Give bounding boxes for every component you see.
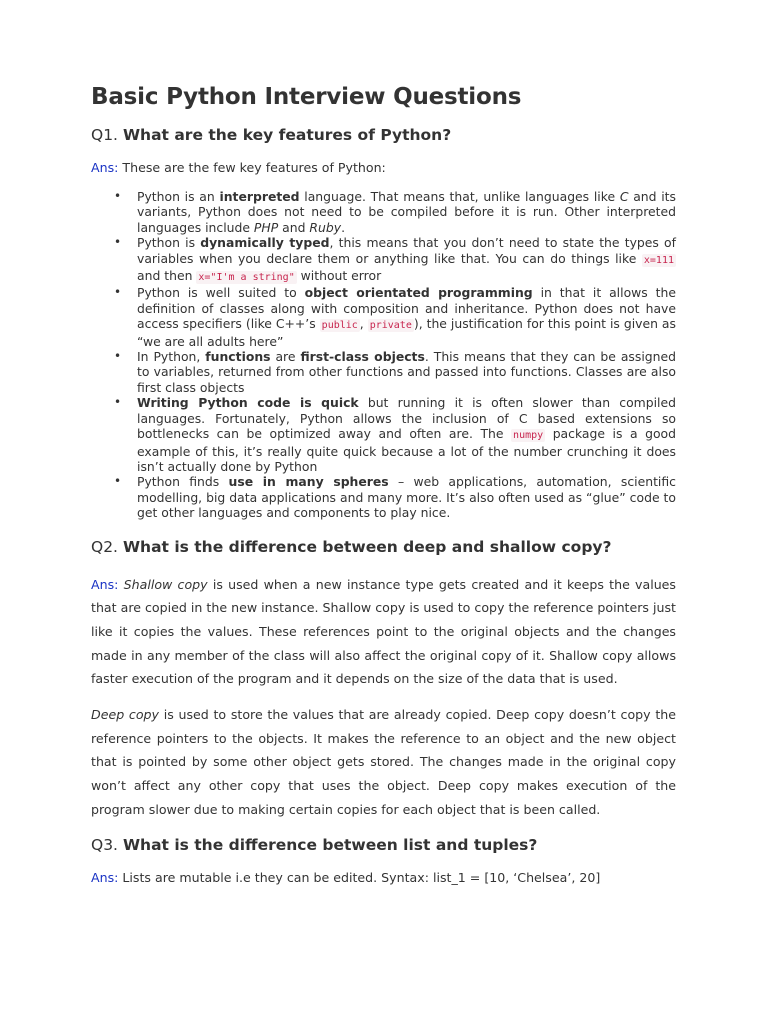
text-run: – web applications, automation, scientific modelling, big data applications and many more. It’s also often used as “glue” code to get other languages and components to play nice. [137,474,676,521]
q2-question: What is the difference between deep and shallow copy? [122,537,612,556]
q3-answer [91,870,676,885]
q3-question: What is the difference between list and tuples? [122,835,538,854]
bold-term: dynamically typed [200,235,330,251]
text-run: and [278,219,310,235]
q1-answer-intro [91,160,676,175]
bold-term: first-class objects [300,349,425,365]
text-run: Python is well suited to [137,285,305,301]
italic-term: C [619,189,629,204]
text-run: but running it is often slower than compiled languages. Fortunately, Python allows the inclusion of C based extensions so bottlenecks can be optimized away and often are. The [137,395,676,442]
text-run: without error [296,268,382,284]
list-item [137,235,676,285]
text-run: Python is an [137,189,220,204]
text-run: are [270,349,301,365]
text-run: ), the justification for this point is given as “we are all adults here” [137,316,676,349]
bold-term: interpreted [219,189,300,204]
q2-heading [91,538,676,556]
q1-ans-label: Ans: [91,160,119,175]
q3-heading [91,836,676,854]
q3-number: Q3. [91,835,118,854]
shallow-copy-text: is used when a new instance type gets created and it keeps the values that are copied in the new instance. Shallow copy is used to copy the reference pointers just like it copies the values. These references point to the original objects and the changes made in any member of the class will also affect the original copy of it. Shallow copy allows faster execution of the program and it depends on the size of the data that is used. [91,576,676,687]
bold-term: functions [205,349,271,365]
shallow-copy-term: Shallow copy [123,576,208,592]
text-run: and then [137,268,197,284]
q1-question: What are the key features of Python? [122,126,452,144]
list-item [137,349,676,395]
text-run: Python is [137,235,201,251]
q2-answer-deep [91,703,676,822]
list-item [137,474,676,520]
text-run: In Python, [137,349,206,365]
inline-code: x="I'm a string" [198,272,295,284]
q2-number: Q2. [91,537,118,556]
q1-feature-list [91,189,676,521]
bold-term: Writing Python code is quick [137,395,359,411]
text-run: language. That means that, unlike languages like [299,189,620,204]
text-run: . This means that they can be assigned to variables, returned from other functions and passed into functions. Classes are also first class objects [137,349,676,395]
q3-ans-label: Ans: [91,869,119,885]
inline-code: public [321,320,358,332]
page-title: Basic Python Interview Questions [91,84,522,110]
text-run: Python finds [137,474,229,490]
text-run: and its variants, Python does not need to be compiled before it is run. Other interpreted languages include [137,189,676,235]
bold-term: use in many spheres [228,474,389,490]
q2-answer-shallow [91,573,676,692]
list-item [137,395,676,474]
q3-answer-text: Lists are mutable i.e they can be edited. Syntax: list_1 = [10, ‘Chelsea’, 20] [118,869,601,885]
italic-term: Ruby [309,219,342,235]
text-run: , [359,316,368,332]
q2-ans-label: Ans: [91,576,119,592]
q1-number: Q1. [91,126,118,144]
list-item [137,189,676,235]
deep-copy-text: is used to store the values that are already copied. Deep copy doesn’t copy the reference pointers to the objects. It makes the reference to an object and the new object that is pointed by some other object gets stored. The changes made in the original copy won’t affect any other copy that uses the object. Deep copy makes execution of the program slower due to making certain copies for each object that is been called. [91,707,676,817]
inline-code: private [369,320,412,332]
bold-term: object orientated programming [304,285,533,301]
list-item [137,285,676,349]
text-run: in that it allows the definition of classes along with composition and inheritance. Python does not have access specifiers (like C++’s [137,285,676,332]
q1-heading [91,126,676,144]
text-run: . [341,219,346,235]
q1-intro-text: These are the few key features of Python: [122,160,386,175]
inline-code: numpy [513,430,544,442]
deep-copy-term: Deep copy [91,707,159,723]
italic-term: PHP [253,219,279,235]
text-run: package is a good example of this, it’s really quite quick because a lot of the number crunching it does isn’t actually done by Python [137,426,677,474]
text-run: , this means that you don’t need to state the types of variables when you declare them or anything like that. You can do things like [137,235,676,266]
inline-code: x=111 [643,254,674,266]
